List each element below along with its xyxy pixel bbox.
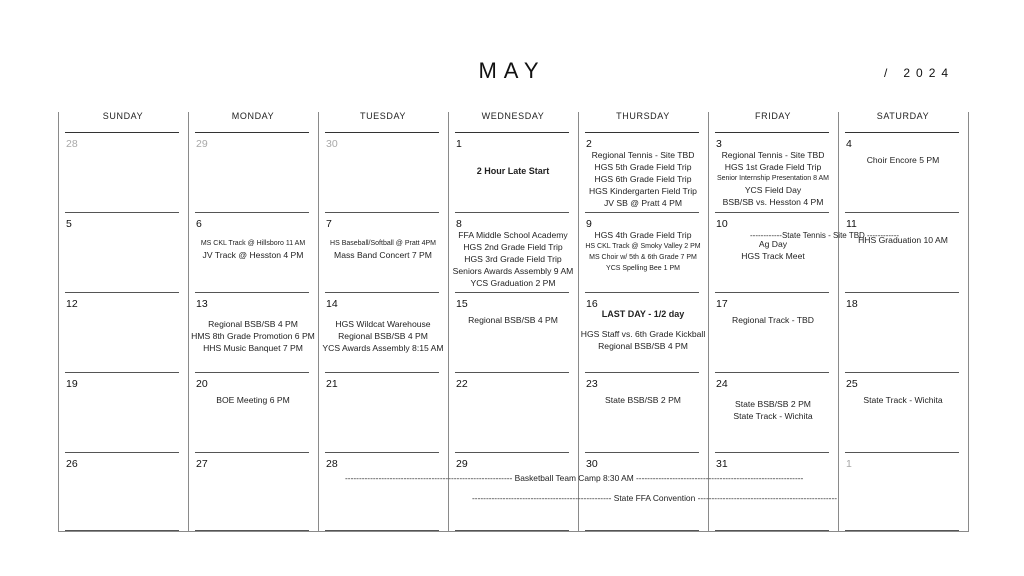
event-item: HMS 8th Grade Promotion 6 PM [191,331,315,341]
event-item: Regional Tennis - Site TBD [591,150,695,160]
event-item: LAST DAY - 1/2 day [601,309,685,319]
day-cell[interactable] [58,452,188,532]
event-item: HS CKL Track @ Smoky Valley 2 PM [585,243,701,250]
day-events [838,154,968,166]
day-events [578,229,708,274]
event-item: Senior Internship Presentation 8 AM [716,175,830,182]
day-events [578,308,708,352]
event-item: YCS Spelling Bee 1 PM [606,265,680,272]
day-cell[interactable] [708,132,838,212]
day-number: 7 [326,218,332,230]
day-cell[interactable] [448,212,578,292]
event-item: HGS 2nd Grade Field Trip [463,242,563,252]
day-number: 26 [66,458,78,470]
weekday-header: THURSDAY [616,111,670,121]
day-cell[interactable] [58,212,188,292]
day-events [708,149,838,208]
day-cell[interactable] [708,212,838,292]
day-number: 1 [456,138,462,150]
event-item: State Track - Wichita [733,411,813,421]
day-cell[interactable] [318,292,448,372]
day-cell[interactable] [58,132,188,212]
day-number: 23 [586,378,598,390]
day-cell[interactable] [448,132,578,212]
day-number: 30 [586,458,598,470]
day-cell[interactable] [318,452,448,532]
event-item: HGS 6th Grade Field Trip [594,174,692,184]
event-item: YCS Awards Assembly 8:15 AM [322,343,444,353]
event-item: HGS 1st Grade Field Trip [724,162,822,172]
day-cell[interactable] [58,372,188,452]
month-title: MAY [478,58,546,83]
event-item: HGS Staff vs. 6th Grade Kickball [580,329,706,339]
day-number: 1 [846,458,852,470]
day-number: 6 [196,218,202,230]
day-number: 18 [846,298,858,310]
day-number: 9 [586,218,592,230]
day-cell[interactable] [708,452,838,532]
day-number: 8 [456,218,462,230]
state-ffa-span: -------------------------------------------------- State FFA Convention -------------------------------------------------- [472,493,838,503]
day-cell[interactable] [188,372,318,452]
event-item: 2 Hour Late Start [476,166,550,176]
weekday-header: MONDAY [231,111,275,121]
day-number: 22 [456,378,468,390]
event-item: JV Track @ Hesston 4 PM [202,250,304,260]
day-number: 16 [586,298,598,310]
weekday-header: WEDNESDAY [481,111,545,121]
weekday-header: TUESDAY [359,111,407,121]
day-cell[interactable] [578,372,708,452]
day-events [708,238,838,262]
day-number: 13 [196,298,208,310]
day-cell[interactable] [448,372,578,452]
day-cell[interactable] [838,132,968,212]
day-cell[interactable] [838,452,968,532]
day-number: 24 [716,378,728,390]
weekday-header: SUNDAY [102,111,144,121]
event-item: Regional Tennis - Site TBD [721,150,825,160]
event-item: FFA Middle School Academy [458,230,568,240]
day-cell[interactable] [318,372,448,452]
day-cell[interactable] [838,212,968,292]
day-number: 21 [326,378,338,390]
event-item: JV SB @ Pratt 4 PM [604,198,682,208]
day-cell[interactable] [318,132,448,212]
day-events [448,229,578,289]
event-item: Ag Day [758,239,788,249]
day-events [188,238,318,261]
event-item: HGS Track Meet [741,251,805,261]
event-item: Regional BSB/SB 4 PM [208,319,298,329]
event-item: Mass Band Concert 7 PM [334,250,432,260]
day-number: 12 [66,298,78,310]
day-cell[interactable] [188,212,318,292]
event-item: State BSB/SB 2 PM [605,395,681,405]
day-number: 3 [716,138,722,150]
day-cell[interactable] [188,452,318,532]
day-cell[interactable] [578,292,708,372]
event-item: HHS Graduation 10 AM [858,235,948,245]
event-item: HGS Kindergarten Field Trip [589,186,697,196]
weekday-header: FRIDAY [755,111,791,121]
day-events [708,314,838,326]
day-events [318,238,448,261]
day-events [448,165,578,177]
day-number: 30 [326,138,338,150]
event-item: Choir Encore 5 PM [866,155,940,165]
day-events [578,149,708,209]
day-number: 17 [716,298,728,310]
event-item: MS CKL Track @ Hillsboro 11 AM [200,240,306,247]
event-item: State BSB/SB 2 PM [735,399,811,409]
event-item: Seniors Awards Assembly 9 AM [452,266,574,276]
event-item: State Track - Wichita [863,395,943,405]
day-number: 15 [456,298,468,310]
day-cell[interactable] [838,372,968,452]
day-cell[interactable] [578,212,708,292]
event-item: HGS 3rd Grade Field Trip [464,254,562,264]
day-number: 10 [716,218,728,230]
state-tennis-span: ------------State Tennis - Site TBD ------------ [750,231,900,240]
day-number: 28 [66,138,78,150]
day-cell[interactable] [578,132,708,212]
event-item: Regional Track - TBD [732,315,814,325]
event-item: YCS Field Day [744,185,802,195]
day-number: 31 [716,458,728,470]
event-item: BOE Meeting 6 PM [216,395,290,405]
day-events [838,394,968,406]
day-number: 25 [846,378,858,390]
day-events [708,398,838,422]
day-events [448,314,578,326]
day-number: 28 [326,458,338,470]
event-item: Regional BSB/SB 4 PM [468,315,558,325]
day-cell[interactable] [708,292,838,372]
year-label [884,66,954,80]
day-cell[interactable] [188,292,318,372]
event-item: HGS 5th Grade Field Trip [594,162,692,172]
event-item: HHS Music Banquet 7 PM [203,343,303,353]
day-events [578,394,708,406]
day-events [188,318,318,354]
weekday-header: SATURDAY [876,111,930,121]
day-number: 27 [196,458,208,470]
day-events [318,318,448,354]
day-number: 20 [196,378,208,390]
day-number: 2 [586,138,592,150]
day-cell[interactable] [578,452,708,532]
event-item: HGS Wildcat Warehouse [335,319,431,329]
day-number: 14 [326,298,338,310]
day-events [188,394,318,406]
day-cell[interactable] [318,212,448,292]
day-number: 5 [66,218,72,230]
day-cell[interactable] [58,292,188,372]
year-slash: / [884,66,894,80]
day-number: 4 [846,138,852,150]
day-cell[interactable] [448,292,578,372]
event-item: Regional BSB/SB 4 PM [338,331,428,341]
event-item: YCS Graduation 2 PM [470,278,556,288]
event-item: Regional BSB/SB 4 PM [598,341,688,351]
day-number: 29 [196,138,208,150]
day-cell[interactable] [838,292,968,372]
day-cell[interactable] [708,372,838,452]
grid-vertical-line [968,112,969,532]
day-number: 19 [66,378,78,390]
event-item: HS Baseball/Softball @ Pratt 4PM [330,240,436,247]
day-number: 11 [846,218,857,230]
day-cell[interactable] [448,452,578,532]
event-item: MS Choir w/ 5th & 6th Grade 7 PM [589,254,697,261]
day-number: 29 [456,458,468,470]
year-text: 2024 [903,66,955,80]
event-item: HGS 4th Grade Field Trip [594,230,692,240]
day-cell[interactable] [188,132,318,212]
event-item: BSB/SB vs. Hesston 4 PM [722,197,824,207]
basketball-camp-span: ------------------------------------------------------------ Basketball Team Camp 8:30 AM ------------------------------------------------------------ [345,473,804,483]
